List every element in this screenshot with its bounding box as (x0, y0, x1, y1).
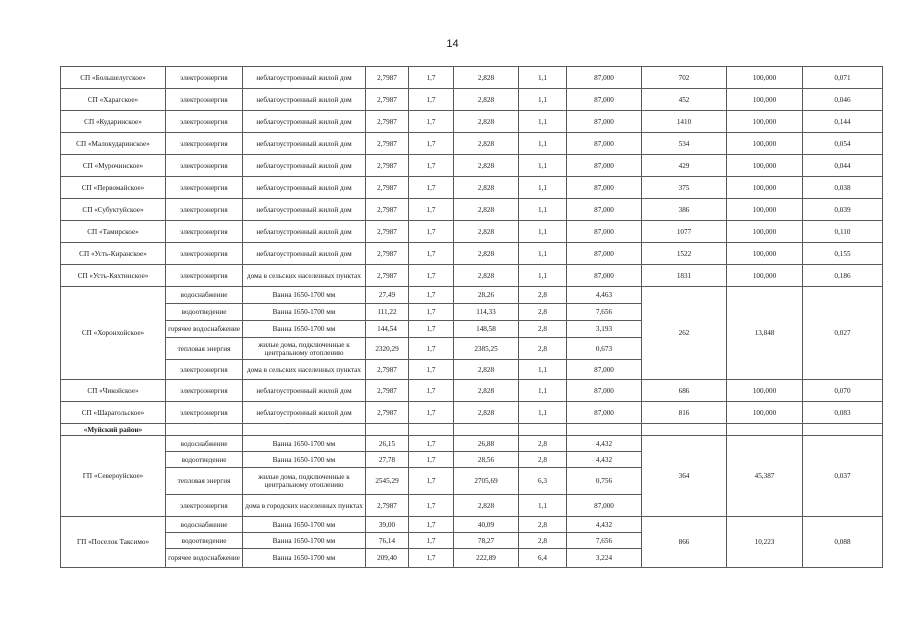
value-cell: 262 (642, 287, 727, 380)
value-cell: 2,7987 (366, 133, 409, 155)
value-cell: 4,432 (567, 452, 642, 468)
resource-cell: водоотведение (166, 533, 243, 549)
value-cell: 1,7 (409, 89, 454, 111)
value-cell: 1,7 (409, 321, 454, 338)
value-cell: 2,828 (454, 221, 519, 243)
empty-cell (642, 424, 727, 436)
value-cell: 1,7 (409, 402, 454, 424)
value-cell: 0,054 (803, 133, 883, 155)
value-cell: 0,027 (803, 287, 883, 380)
value-cell: 1,1 (519, 89, 567, 111)
value-cell: 1,7 (409, 380, 454, 402)
empty-cell (519, 424, 567, 436)
table-row (61, 517, 883, 533)
resource-cell: электроэнергия (166, 177, 243, 199)
value-cell: 1,1 (519, 199, 567, 221)
object-cell: неблагоустроенный жилой дом (243, 380, 366, 402)
value-cell: 87,000 (567, 177, 642, 199)
value-cell: 1,7 (409, 177, 454, 199)
value-cell: 2,828 (454, 495, 519, 517)
value-cell: 100,000 (727, 67, 803, 89)
page-number: 14 (446, 38, 459, 50)
table-row (61, 67, 883, 89)
empty-cell (803, 424, 883, 436)
value-cell: 2,828 (454, 155, 519, 177)
value-cell: 2,7987 (366, 380, 409, 402)
value-cell: 0,044 (803, 155, 883, 177)
object-cell: неблагоустроенный жилой дом (243, 243, 366, 265)
value-cell: 1,1 (519, 265, 567, 287)
value-cell: 1,7 (409, 133, 454, 155)
table-row (61, 111, 883, 133)
empty-cell (727, 424, 803, 436)
value-cell: 0,038 (803, 177, 883, 199)
value-cell: 375 (642, 177, 727, 199)
value-cell: 100,000 (727, 221, 803, 243)
value-cell: 87,000 (567, 199, 642, 221)
object-cell: Ванна 1650-1700 мм (243, 287, 366, 304)
object-cell: дома в сельских населенных пунктах (243, 360, 366, 380)
object-cell: Ванна 1650-1700 мм (243, 517, 366, 533)
resource-cell: электроэнергия (166, 360, 243, 380)
value-cell: 100,000 (727, 265, 803, 287)
value-cell: 78,27 (454, 533, 519, 549)
value-cell: 4,432 (567, 517, 642, 533)
resource-cell: электроэнергия (166, 133, 243, 155)
object-cell: Ванна 1650-1700 мм (243, 533, 366, 549)
table-row (61, 287, 883, 304)
resource-cell: водоснабжение (166, 287, 243, 304)
value-cell: 27,49 (366, 287, 409, 304)
value-cell: 2,7987 (366, 177, 409, 199)
value-cell: 2,828 (454, 402, 519, 424)
resource-cell: электроэнергия (166, 265, 243, 287)
resource-cell: электроэнергия (166, 221, 243, 243)
object-cell: неблагоустроенный жилой дом (243, 67, 366, 89)
value-cell: 2,828 (454, 111, 519, 133)
resource-cell: горячее водоснабжение (166, 321, 243, 338)
value-cell: 2,7987 (366, 402, 409, 424)
value-cell: 26,15 (366, 436, 409, 452)
value-cell: 1,7 (409, 338, 454, 360)
value-cell: 148,58 (454, 321, 519, 338)
resource-cell: электроэнергия (166, 89, 243, 111)
value-cell: 686 (642, 380, 727, 402)
empty-cell (567, 424, 642, 436)
value-cell: 1,7 (409, 155, 454, 177)
object-cell: жилые дома, подключенные к центральному отоплению (243, 338, 366, 360)
value-cell: 100,000 (727, 89, 803, 111)
empty-cell (243, 424, 366, 436)
value-cell: 87,000 (567, 402, 642, 424)
value-cell: 1,7 (409, 111, 454, 133)
object-cell: Ванна 1650-1700 мм (243, 549, 366, 568)
object-cell: неблагоустроенный жилой дом (243, 133, 366, 155)
value-cell: 2,8 (519, 287, 567, 304)
value-cell: 2,8 (519, 452, 567, 468)
value-cell: 1,1 (519, 155, 567, 177)
value-cell: 2,828 (454, 380, 519, 402)
value-cell: 1,7 (409, 452, 454, 468)
table-row (61, 177, 883, 199)
resource-cell: тепловая энергия (166, 468, 243, 495)
object-cell: Ванна 1650-1700 мм (243, 304, 366, 321)
value-cell: 10,223 (727, 517, 803, 568)
section-title: «Муйский район» (61, 424, 166, 436)
value-cell: 0,756 (567, 468, 642, 495)
object-cell: жилые дома, подключенные к центральному отоплению (243, 468, 366, 495)
value-cell: 100,000 (727, 380, 803, 402)
value-cell: 1,1 (519, 133, 567, 155)
value-cell: 87,000 (567, 360, 642, 380)
value-cell: 2320,29 (366, 338, 409, 360)
value-cell: 2,8 (519, 304, 567, 321)
value-cell: 28,26 (454, 287, 519, 304)
value-cell: 1,1 (519, 177, 567, 199)
value-cell: 429 (642, 155, 727, 177)
value-cell: 0,071 (803, 67, 883, 89)
value-cell: 2,828 (454, 177, 519, 199)
value-cell: 100,000 (727, 199, 803, 221)
value-cell: 26,88 (454, 436, 519, 452)
value-cell: 1,7 (409, 436, 454, 452)
table-row (61, 155, 883, 177)
value-cell: 1,1 (519, 67, 567, 89)
value-cell: 1,7 (409, 517, 454, 533)
settlement-name-cell: СП «Тамирское» (61, 221, 166, 243)
value-cell: 87,000 (567, 221, 642, 243)
value-cell: 209,40 (366, 549, 409, 568)
table-row (61, 265, 883, 287)
value-cell: 1,1 (519, 221, 567, 243)
value-cell: 1522 (642, 243, 727, 265)
value-cell: 2,7987 (366, 89, 409, 111)
value-cell: 1,7 (409, 265, 454, 287)
resource-cell: тепловая энергия (166, 338, 243, 360)
value-cell: 0,083 (803, 402, 883, 424)
value-cell: 100,000 (727, 111, 803, 133)
resource-cell: электроэнергия (166, 199, 243, 221)
value-cell: 1,1 (519, 402, 567, 424)
value-cell: 0,155 (803, 243, 883, 265)
object-cell: Ванна 1650-1700 мм (243, 452, 366, 468)
settlement-name-cell: СП «Малокударинское» (61, 133, 166, 155)
value-cell: 3,224 (567, 549, 642, 568)
value-cell: 2,7987 (366, 67, 409, 89)
value-cell: 1410 (642, 111, 727, 133)
value-cell: 0,046 (803, 89, 883, 111)
value-cell: 2,828 (454, 243, 519, 265)
object-cell: Ванна 1650-1700 мм (243, 436, 366, 452)
value-cell: 2,8 (519, 321, 567, 338)
value-cell: 100,000 (727, 243, 803, 265)
value-cell: 1,7 (409, 199, 454, 221)
resource-cell: горячее водоснабжение (166, 549, 243, 568)
resource-cell: электроэнергия (166, 155, 243, 177)
value-cell: 2545,29 (366, 468, 409, 495)
value-cell: 111,22 (366, 304, 409, 321)
settlement-name-cell: ГП «Поселок Таксимо» (61, 517, 166, 568)
value-cell: 2,7987 (366, 155, 409, 177)
value-cell: 0,186 (803, 265, 883, 287)
value-cell: 1,7 (409, 468, 454, 495)
resource-cell: электроэнергия (166, 380, 243, 402)
value-cell: 2705,69 (454, 468, 519, 495)
value-cell: 1,7 (409, 67, 454, 89)
value-cell: 7,656 (567, 304, 642, 321)
value-cell: 0,088 (803, 517, 883, 568)
settlement-name-cell: СП «Усть-Киранское» (61, 243, 166, 265)
value-cell: 0,144 (803, 111, 883, 133)
settlement-name-cell: СП «Харагское» (61, 89, 166, 111)
value-cell: 87,000 (567, 495, 642, 517)
settlement-name-cell: СП «Кударинское» (61, 111, 166, 133)
value-cell: 2,7987 (366, 199, 409, 221)
value-cell: 2385,25 (454, 338, 519, 360)
resource-cell: водоотведение (166, 304, 243, 321)
table-row (61, 402, 883, 424)
value-cell: 1,1 (519, 360, 567, 380)
value-cell: 1,7 (409, 549, 454, 568)
value-cell: 364 (642, 436, 727, 517)
value-cell: 144,54 (366, 321, 409, 338)
resource-cell: водоснабжение (166, 517, 243, 533)
settlement-name-cell: ГП «Североуйское» (61, 436, 166, 517)
resource-cell: водоснабжение (166, 436, 243, 452)
value-cell: 76,14 (366, 533, 409, 549)
table-body (61, 67, 883, 568)
value-cell: 452 (642, 89, 727, 111)
table-row (61, 243, 883, 265)
settlement-name-cell: СП «Мурочинское» (61, 155, 166, 177)
table-row (61, 424, 883, 436)
value-cell: 2,8 (519, 517, 567, 533)
object-cell: дома в сельских населенных пунктах (243, 265, 366, 287)
object-cell: неблагоустроенный жилой дом (243, 89, 366, 111)
value-cell: 87,000 (567, 89, 642, 111)
table-row (61, 133, 883, 155)
object-cell: неблагоустроенный жилой дом (243, 221, 366, 243)
value-cell: 100,000 (727, 133, 803, 155)
value-cell: 2,7987 (366, 111, 409, 133)
object-cell: Ванна 1650-1700 мм (243, 321, 366, 338)
value-cell: 114,33 (454, 304, 519, 321)
table-row (61, 221, 883, 243)
value-cell: 1,1 (519, 495, 567, 517)
value-cell: 2,828 (454, 265, 519, 287)
settlement-name-cell: СП «Хоронхойское» (61, 287, 166, 380)
value-cell: 0,673 (567, 338, 642, 360)
object-cell: неблагоустроенный жилой дом (243, 111, 366, 133)
value-cell: 1,7 (409, 243, 454, 265)
value-cell: 4,463 (567, 287, 642, 304)
resource-cell: электроэнергия (166, 402, 243, 424)
value-cell: 6,3 (519, 468, 567, 495)
value-cell: 2,7987 (366, 243, 409, 265)
resource-cell: электроэнергия (166, 67, 243, 89)
empty-cell (454, 424, 519, 436)
value-cell: 2,828 (454, 67, 519, 89)
value-cell: 7,656 (567, 533, 642, 549)
value-cell: 2,7987 (366, 221, 409, 243)
object-cell: неблагоустроенный жилой дом (243, 402, 366, 424)
empty-cell (366, 424, 409, 436)
value-cell: 2,828 (454, 360, 519, 380)
settlement-name-cell: СП «Субуктуйское» (61, 199, 166, 221)
value-cell: 1,1 (519, 243, 567, 265)
settlement-name-cell: СП «Первомайское» (61, 177, 166, 199)
value-cell: 2,7987 (366, 265, 409, 287)
value-cell: 222,89 (454, 549, 519, 568)
value-cell: 534 (642, 133, 727, 155)
resource-cell: водоотведение (166, 452, 243, 468)
value-cell: 1831 (642, 265, 727, 287)
value-cell: 2,8 (519, 338, 567, 360)
value-cell: 100,000 (727, 402, 803, 424)
object-cell: дома в городских населенных пунктах (243, 495, 366, 517)
value-cell: 28,56 (454, 452, 519, 468)
value-cell: 0,110 (803, 221, 883, 243)
object-cell: неблагоустроенный жилой дом (243, 177, 366, 199)
value-cell: 1,1 (519, 111, 567, 133)
value-cell: 87,000 (567, 380, 642, 402)
value-cell: 87,000 (567, 67, 642, 89)
value-cell: 2,828 (454, 89, 519, 111)
value-cell: 2,7987 (366, 360, 409, 380)
value-cell: 1,7 (409, 304, 454, 321)
empty-cell (166, 424, 243, 436)
empty-cell (409, 424, 454, 436)
value-cell: 45,387 (727, 436, 803, 517)
value-cell: 1077 (642, 221, 727, 243)
value-cell: 1,7 (409, 221, 454, 243)
value-cell: 0,037 (803, 436, 883, 517)
value-cell: 2,828 (454, 199, 519, 221)
resource-cell: электроэнергия (166, 111, 243, 133)
resource-cell: электроэнергия (166, 495, 243, 517)
value-cell: 6,4 (519, 549, 567, 568)
value-cell: 100,000 (727, 177, 803, 199)
value-cell: 866 (642, 517, 727, 568)
value-cell: 87,000 (567, 133, 642, 155)
object-cell: неблагоустроенный жилой дом (243, 199, 366, 221)
value-cell: 0,070 (803, 380, 883, 402)
value-cell: 87,000 (567, 243, 642, 265)
value-cell: 27,78 (366, 452, 409, 468)
value-cell: 386 (642, 199, 727, 221)
value-cell: 87,000 (567, 265, 642, 287)
resource-cell: электроэнергия (166, 243, 243, 265)
value-cell: 1,7 (409, 495, 454, 517)
value-cell: 39,00 (366, 517, 409, 533)
value-cell: 1,7 (409, 360, 454, 380)
tariff-table (60, 66, 883, 568)
value-cell: 1,1 (519, 380, 567, 402)
value-cell: 1,7 (409, 287, 454, 304)
value-cell: 4,432 (567, 436, 642, 452)
table-row (61, 436, 883, 452)
object-cell: неблагоустроенный жилой дом (243, 155, 366, 177)
settlement-name-cell: СП «Усть-Кяхтинское» (61, 265, 166, 287)
value-cell: 2,8 (519, 436, 567, 452)
value-cell: 3,193 (567, 321, 642, 338)
settlement-name-cell: СП «Чикойское» (61, 380, 166, 402)
value-cell: 816 (642, 402, 727, 424)
table-row (61, 199, 883, 221)
value-cell: 87,000 (567, 111, 642, 133)
value-cell: 13,848 (727, 287, 803, 380)
value-cell: 0,039 (803, 199, 883, 221)
settlement-name-cell: СП «Большелугское» (61, 67, 166, 89)
value-cell: 40,09 (454, 517, 519, 533)
value-cell: 702 (642, 67, 727, 89)
value-cell: 100,000 (727, 155, 803, 177)
table-row (61, 89, 883, 111)
value-cell: 2,828 (454, 133, 519, 155)
settlement-name-cell: СП «Шарагольское» (61, 402, 166, 424)
value-cell: 2,8 (519, 533, 567, 549)
value-cell: 87,000 (567, 155, 642, 177)
table-row (61, 380, 883, 402)
value-cell: 1,7 (409, 533, 454, 549)
value-cell: 2,7987 (366, 495, 409, 517)
